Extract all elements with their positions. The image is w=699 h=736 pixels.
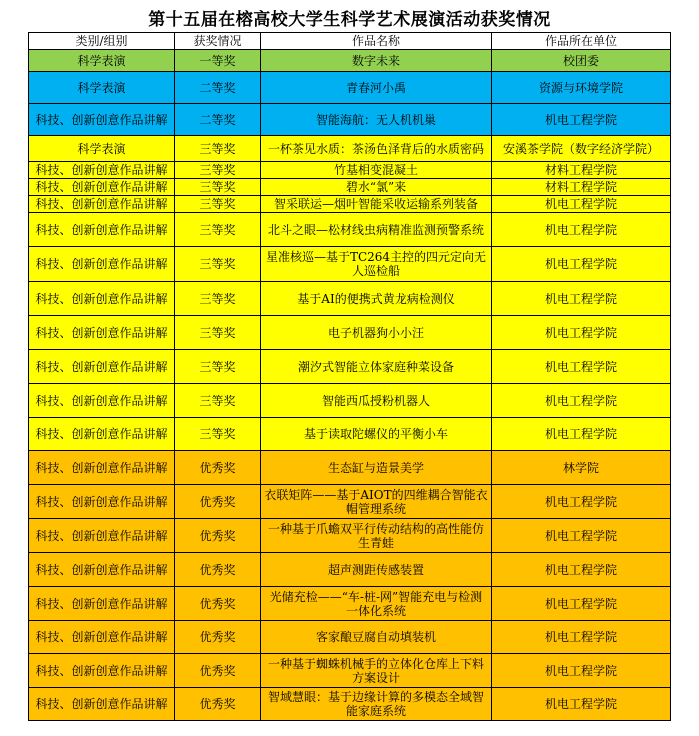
cell-work: 生态缸与造景美学 bbox=[261, 451, 492, 485]
table-row bbox=[29, 316, 671, 350]
cell-unit: 机电工程学院 bbox=[492, 621, 671, 654]
cell-unit: 校团委 bbox=[492, 50, 671, 72]
cell-unit: 材料工程学院 bbox=[492, 162, 671, 179]
cell-award: 三等奖 bbox=[175, 136, 261, 162]
cell-work: 电子机器狗小小汪 bbox=[261, 316, 492, 350]
cell-work: 北斗之眼—松材线虫病精准监测预警系统 bbox=[261, 213, 492, 247]
cell-award: 三等奖 bbox=[175, 196, 261, 213]
table-row bbox=[29, 213, 671, 247]
cell-unit: 机电工程学院 bbox=[492, 316, 671, 350]
cell-work: 竹基相变混凝土 bbox=[261, 162, 492, 179]
cell-work: 星准核巡—基于TC264主控的四元定向无人巡检船 bbox=[261, 247, 492, 282]
table-row bbox=[29, 104, 671, 136]
cell-category: 科技、创新创意作品讲解 bbox=[29, 213, 175, 247]
cell-category: 科技、创新创意作品讲解 bbox=[29, 485, 175, 519]
cell-category: 科技、创新创意作品讲解 bbox=[29, 350, 175, 384]
table-row bbox=[29, 519, 671, 553]
column-header-category: 类别/组别 bbox=[29, 33, 175, 50]
cell-award: 优秀奖 bbox=[175, 485, 261, 519]
cell-award: 三等奖 bbox=[175, 162, 261, 179]
cell-category: 科学表演 bbox=[29, 72, 175, 104]
table-row bbox=[29, 553, 671, 587]
cell-category: 科学表演 bbox=[29, 136, 175, 162]
cell-category: 科技、创新创意作品讲解 bbox=[29, 282, 175, 316]
table-row bbox=[29, 418, 671, 451]
table-row bbox=[29, 350, 671, 384]
cell-category: 科技、创新创意作品讲解 bbox=[29, 654, 175, 688]
cell-category: 科技、创新创意作品讲解 bbox=[29, 162, 175, 179]
column-header-award: 获奖情况 bbox=[175, 33, 261, 50]
cell-award: 三等奖 bbox=[175, 384, 261, 418]
cell-award: 优秀奖 bbox=[175, 688, 261, 721]
cell-work: 智能西瓜授粉机器人 bbox=[261, 384, 492, 418]
table-row bbox=[29, 179, 671, 196]
cell-award: 一等奖 bbox=[175, 50, 261, 72]
cell-work: 光储充检——“车-桩-网”智能充电与检测一体化系统 bbox=[261, 587, 492, 621]
cell-award: 优秀奖 bbox=[175, 621, 261, 654]
column-header-unit: 作品所在单位 bbox=[492, 33, 671, 50]
cell-unit: 机电工程学院 bbox=[492, 418, 671, 451]
cell-work: 一种基于蜘蛛机械手的立体化仓库上下料方案设计 bbox=[261, 654, 492, 688]
cell-work: 数字未来 bbox=[261, 50, 492, 72]
cell-unit: 机电工程学院 bbox=[492, 350, 671, 384]
cell-work: 超声测距传感装置 bbox=[261, 553, 492, 587]
table-row bbox=[29, 688, 671, 721]
cell-unit: 机电工程学院 bbox=[492, 553, 671, 587]
cell-work: 智采联运—烟叶智能采收运输系列装备 bbox=[261, 196, 492, 213]
cell-unit: 机电工程学院 bbox=[492, 384, 671, 418]
cell-unit: 安溪茶学院（数字经济学院） bbox=[492, 136, 671, 162]
header-row bbox=[29, 33, 671, 50]
cell-work: 智能海航：无人机机巢 bbox=[261, 104, 492, 136]
cell-award: 三等奖 bbox=[175, 247, 261, 282]
table-row bbox=[29, 136, 671, 162]
table-row bbox=[29, 196, 671, 213]
cell-unit: 机电工程学院 bbox=[492, 213, 671, 247]
cell-award: 三等奖 bbox=[175, 350, 261, 384]
cell-award: 三等奖 bbox=[175, 418, 261, 451]
cell-unit: 机电工程学院 bbox=[492, 104, 671, 136]
cell-work: 一种基于爪蟾双平行传动结构的高性能仿生青蛙 bbox=[261, 519, 492, 553]
cell-work: 潮汐式智能立体家庭种菜设备 bbox=[261, 350, 492, 384]
cell-unit: 机电工程学院 bbox=[492, 282, 671, 316]
table-row bbox=[29, 621, 671, 654]
cell-category: 科技、创新创意作品讲解 bbox=[29, 519, 175, 553]
cell-award: 二等奖 bbox=[175, 72, 261, 104]
table-row bbox=[29, 654, 671, 688]
cell-award: 三等奖 bbox=[175, 282, 261, 316]
cell-unit: 机电工程学院 bbox=[492, 247, 671, 282]
cell-unit: 机电工程学院 bbox=[492, 587, 671, 621]
cell-work: 青春河小禹 bbox=[261, 72, 492, 104]
table-row bbox=[29, 50, 671, 72]
cell-category: 科技、创新创意作品讲解 bbox=[29, 688, 175, 721]
cell-award: 优秀奖 bbox=[175, 654, 261, 688]
table-row bbox=[29, 587, 671, 621]
cell-category: 科学表演 bbox=[29, 50, 175, 72]
cell-category: 科技、创新创意作品讲解 bbox=[29, 104, 175, 136]
table-row bbox=[29, 485, 671, 519]
cell-work: 客家酿豆腐自动填装机 bbox=[261, 621, 492, 654]
cell-category: 科技、创新创意作品讲解 bbox=[29, 451, 175, 485]
cell-award: 优秀奖 bbox=[175, 519, 261, 553]
table-row bbox=[29, 247, 671, 282]
cell-category: 科技、创新创意作品讲解 bbox=[29, 553, 175, 587]
cell-award: 优秀奖 bbox=[175, 587, 261, 621]
cell-unit: 机电工程学院 bbox=[492, 196, 671, 213]
page-title: 第十五届在榕高校大学生科学艺术展演活动获奖情况 bbox=[148, 10, 551, 30]
cell-unit: 资源与环境学院 bbox=[492, 72, 671, 104]
column-header-work: 作品名称 bbox=[261, 33, 492, 50]
cell-unit: 机电工程学院 bbox=[492, 654, 671, 688]
table-row bbox=[29, 162, 671, 179]
cell-work: 衣联矩阵——基于AIOT的四维耦合智能衣帽管理系统 bbox=[261, 485, 492, 519]
cell-category: 科技、创新创意作品讲解 bbox=[29, 316, 175, 350]
cell-unit: 材料工程学院 bbox=[492, 179, 671, 196]
cell-award: 二等奖 bbox=[175, 104, 261, 136]
cell-work: 碧水“氯”来 bbox=[261, 179, 492, 196]
cell-work: 基于AI的便携式黄龙病检测仪 bbox=[261, 282, 492, 316]
table-row bbox=[29, 282, 671, 316]
table-row bbox=[29, 72, 671, 104]
cell-unit: 机电工程学院 bbox=[492, 688, 671, 721]
table-row bbox=[29, 451, 671, 485]
cell-award: 三等奖 bbox=[175, 316, 261, 350]
cell-award: 优秀奖 bbox=[175, 451, 261, 485]
table-row bbox=[29, 384, 671, 418]
cell-unit: 机电工程学院 bbox=[492, 519, 671, 553]
cell-category: 科技、创新创意作品讲解 bbox=[29, 418, 175, 451]
cell-category: 科技、创新创意作品讲解 bbox=[29, 587, 175, 621]
cell-work: 一杯茶见水质：茶汤色泽背后的水质密码 bbox=[261, 136, 492, 162]
awards-table bbox=[28, 32, 671, 721]
cell-award: 优秀奖 bbox=[175, 553, 261, 587]
cell-category: 科技、创新创意作品讲解 bbox=[29, 196, 175, 213]
cell-category: 科技、创新创意作品讲解 bbox=[29, 384, 175, 418]
cell-unit: 机电工程学院 bbox=[492, 485, 671, 519]
cell-work: 基于读取陀螺仪的平衡小车 bbox=[261, 418, 492, 451]
cell-work: 智域慧眼：基于边缘计算的多模态全域智能家庭系统 bbox=[261, 688, 492, 721]
cell-category: 科技、创新创意作品讲解 bbox=[29, 621, 175, 654]
cell-unit: 林学院 bbox=[492, 451, 671, 485]
cell-category: 科技、创新创意作品讲解 bbox=[29, 179, 175, 196]
cell-category: 科技、创新创意作品讲解 bbox=[29, 247, 175, 282]
cell-award: 三等奖 bbox=[175, 213, 261, 247]
cell-award: 三等奖 bbox=[175, 179, 261, 196]
